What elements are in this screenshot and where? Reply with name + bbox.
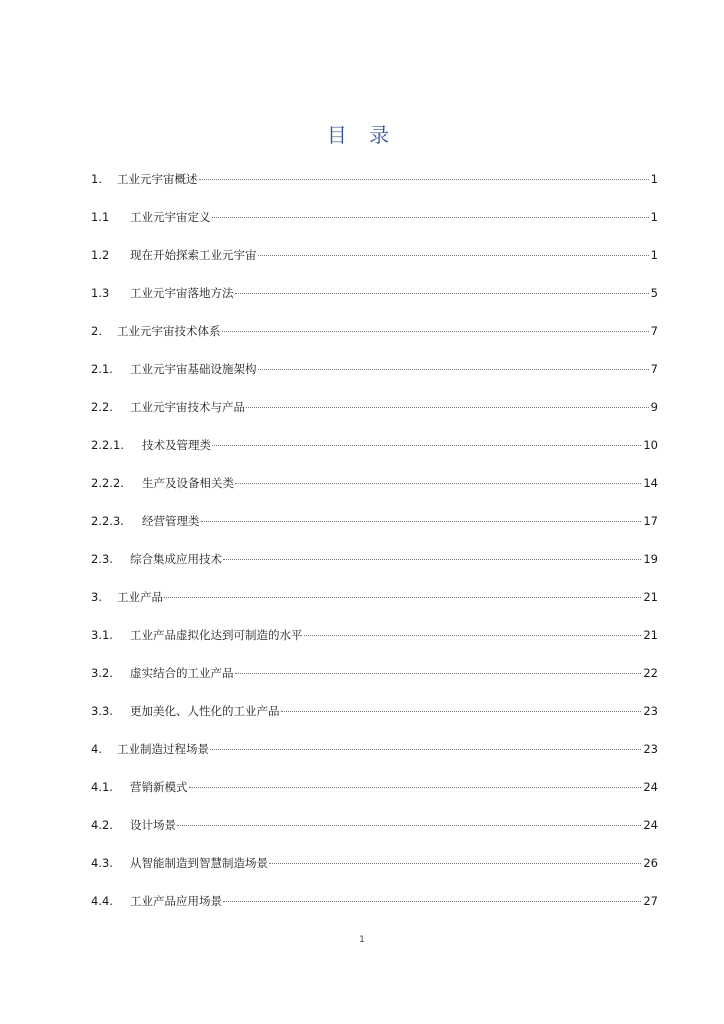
toc-entry-title: 工业元宇宙落地方法: [130, 286, 234, 300]
toc-entry-title: 技术及管理类: [142, 438, 211, 452]
toc-entry-number: 1.1: [91, 210, 110, 224]
toc-entry-page: 10: [643, 438, 658, 452]
toc-entry-page: 27: [643, 894, 658, 908]
toc-entry[interactable]: [91, 206, 658, 244]
toc-leader-dots: [258, 369, 649, 370]
toc-entry[interactable]: [91, 358, 658, 396]
toc-entry-title: 虚实结合的工业产品: [130, 666, 234, 680]
toc-entry-title: 工业元宇宙基础设施架构: [130, 362, 257, 376]
toc-entry-page: 1: [650, 210, 658, 224]
toc-entry[interactable]: [91, 396, 658, 434]
toc-entry-page: 21: [643, 628, 658, 642]
toc-entry-number: 4.: [91, 742, 102, 756]
toc-entry[interactable]: [91, 548, 658, 586]
toc-entry-page: 23: [643, 742, 658, 756]
toc-entry-number: 3.: [91, 590, 102, 604]
toc-entry-number: 2.2.: [91, 400, 113, 414]
toc-leader-dots: [235, 293, 649, 294]
toc-entry-title: 工业元宇宙技术与产品: [130, 400, 245, 414]
toc-entry-page: 24: [643, 780, 658, 794]
toc-entry-page: 9: [650, 400, 658, 414]
toc-leader-dots: [199, 179, 649, 180]
toc-entry-page: 21: [643, 590, 658, 604]
toc-leader-dots: [235, 483, 641, 484]
toc-entry-title: 更加美化、人性化的工业产品: [130, 704, 280, 718]
table-of-contents: [91, 168, 658, 928]
toc-entry-title: 工业元宇宙定义: [130, 210, 211, 224]
toc-leader-dots: [164, 597, 641, 598]
toc-leader-dots: [201, 521, 642, 522]
toc-entry[interactable]: [91, 662, 658, 700]
toc-leader-dots: [258, 255, 649, 256]
page-title: 目 录: [326, 123, 398, 147]
toc-entry-page: 19: [643, 552, 658, 566]
page-number-footer: 1: [359, 935, 365, 945]
toc-leader-dots: [235, 673, 642, 674]
toc-entry[interactable]: [91, 510, 658, 548]
toc-entry[interactable]: [91, 700, 658, 738]
toc-entry-number: 4.1.: [91, 780, 113, 794]
toc-entry[interactable]: [91, 624, 658, 662]
toc-leader-dots: [223, 901, 641, 902]
toc-entry-title: 工业制造过程场景: [117, 742, 209, 756]
toc-entry-number: 3.1.: [91, 628, 113, 642]
toc-leader-dots: [304, 635, 642, 636]
toc-entry[interactable]: [91, 776, 658, 814]
toc-leader-dots: [212, 445, 641, 446]
toc-entry-number: 2.2.3.: [91, 514, 124, 528]
toc-entry-title: 工业元宇宙技术体系: [117, 324, 221, 338]
toc-entry-page: 1: [650, 172, 658, 186]
toc-entry-page: 7: [650, 362, 658, 376]
toc-entry-number: 3.2.: [91, 666, 113, 680]
toc-entry-page: 17: [643, 514, 658, 528]
toc-entry-number: 2.: [91, 324, 102, 338]
toc-entry-title: 工业产品应用场景: [130, 894, 222, 908]
toc-entry-number: 2.1.: [91, 362, 113, 376]
toc-leader-dots: [281, 711, 642, 712]
toc-entry-title: 工业产品虚拟化达到可制造的水平: [130, 628, 303, 642]
toc-entry[interactable]: [91, 738, 658, 776]
toc-entry[interactable]: [91, 168, 658, 206]
toc-entry[interactable]: [91, 852, 658, 890]
toc-entry-page: 23: [643, 704, 658, 718]
toc-entry-title: 工业产品: [117, 590, 163, 604]
toc-leader-dots: [222, 331, 649, 332]
toc-leader-dots: [210, 749, 641, 750]
toc-entry-title: 工业元宇宙概述: [117, 172, 198, 186]
toc-entry[interactable]: [91, 890, 658, 928]
toc-leader-dots: [212, 217, 649, 218]
toc-entry[interactable]: [91, 814, 658, 852]
toc-entry-title: 综合集成应用技术: [130, 552, 222, 566]
toc-entry[interactable]: [91, 282, 658, 320]
toc-entry[interactable]: [91, 244, 658, 282]
toc-entry-title: 现在开始探索工业元宇宙: [130, 248, 257, 262]
toc-entry[interactable]: [91, 472, 658, 510]
toc-entry-page: 26: [643, 856, 658, 870]
toc-entry-title: 营销新模式: [130, 780, 188, 794]
toc-entry-number: 3.3.: [91, 704, 113, 718]
toc-leader-dots: [177, 825, 641, 826]
toc-entry-number: 4.3.: [91, 856, 113, 870]
toc-entry-number: 4.2.: [91, 818, 113, 832]
toc-entry-number: 4.4.: [91, 894, 113, 908]
toc-entry-page: 24: [643, 818, 658, 832]
toc-entry[interactable]: [91, 586, 658, 624]
toc-entry-title: 从智能制造到智慧制造场景: [130, 856, 268, 870]
toc-entry-number: 1.2: [91, 248, 110, 262]
toc-entry[interactable]: [91, 434, 658, 472]
toc-leader-dots: [189, 787, 642, 788]
toc-entry-title: 设计场景: [130, 818, 176, 832]
toc-entry-number: 2.2.1.: [91, 438, 124, 452]
toc-entry-number: 1.3: [91, 286, 110, 300]
toc-entry-number: 2.3.: [91, 552, 113, 566]
toc-leader-dots: [246, 407, 649, 408]
toc-entry-page: 5: [650, 286, 658, 300]
toc-entry-number: 2.2.2.: [91, 476, 124, 490]
toc-leader-dots: [269, 863, 641, 864]
toc-entry-page: 14: [643, 476, 658, 490]
toc-entry-title: 经营管理类: [142, 514, 200, 528]
toc-entry-title: 生产及设备相关类: [142, 476, 234, 490]
toc-entry-page: 7: [650, 324, 658, 338]
toc-entry-page: 22: [643, 666, 658, 680]
toc-leader-dots: [223, 559, 641, 560]
toc-entry-page: 1: [650, 248, 658, 262]
toc-entry[interactable]: [91, 320, 658, 358]
toc-entry-number: 1.: [91, 172, 102, 186]
